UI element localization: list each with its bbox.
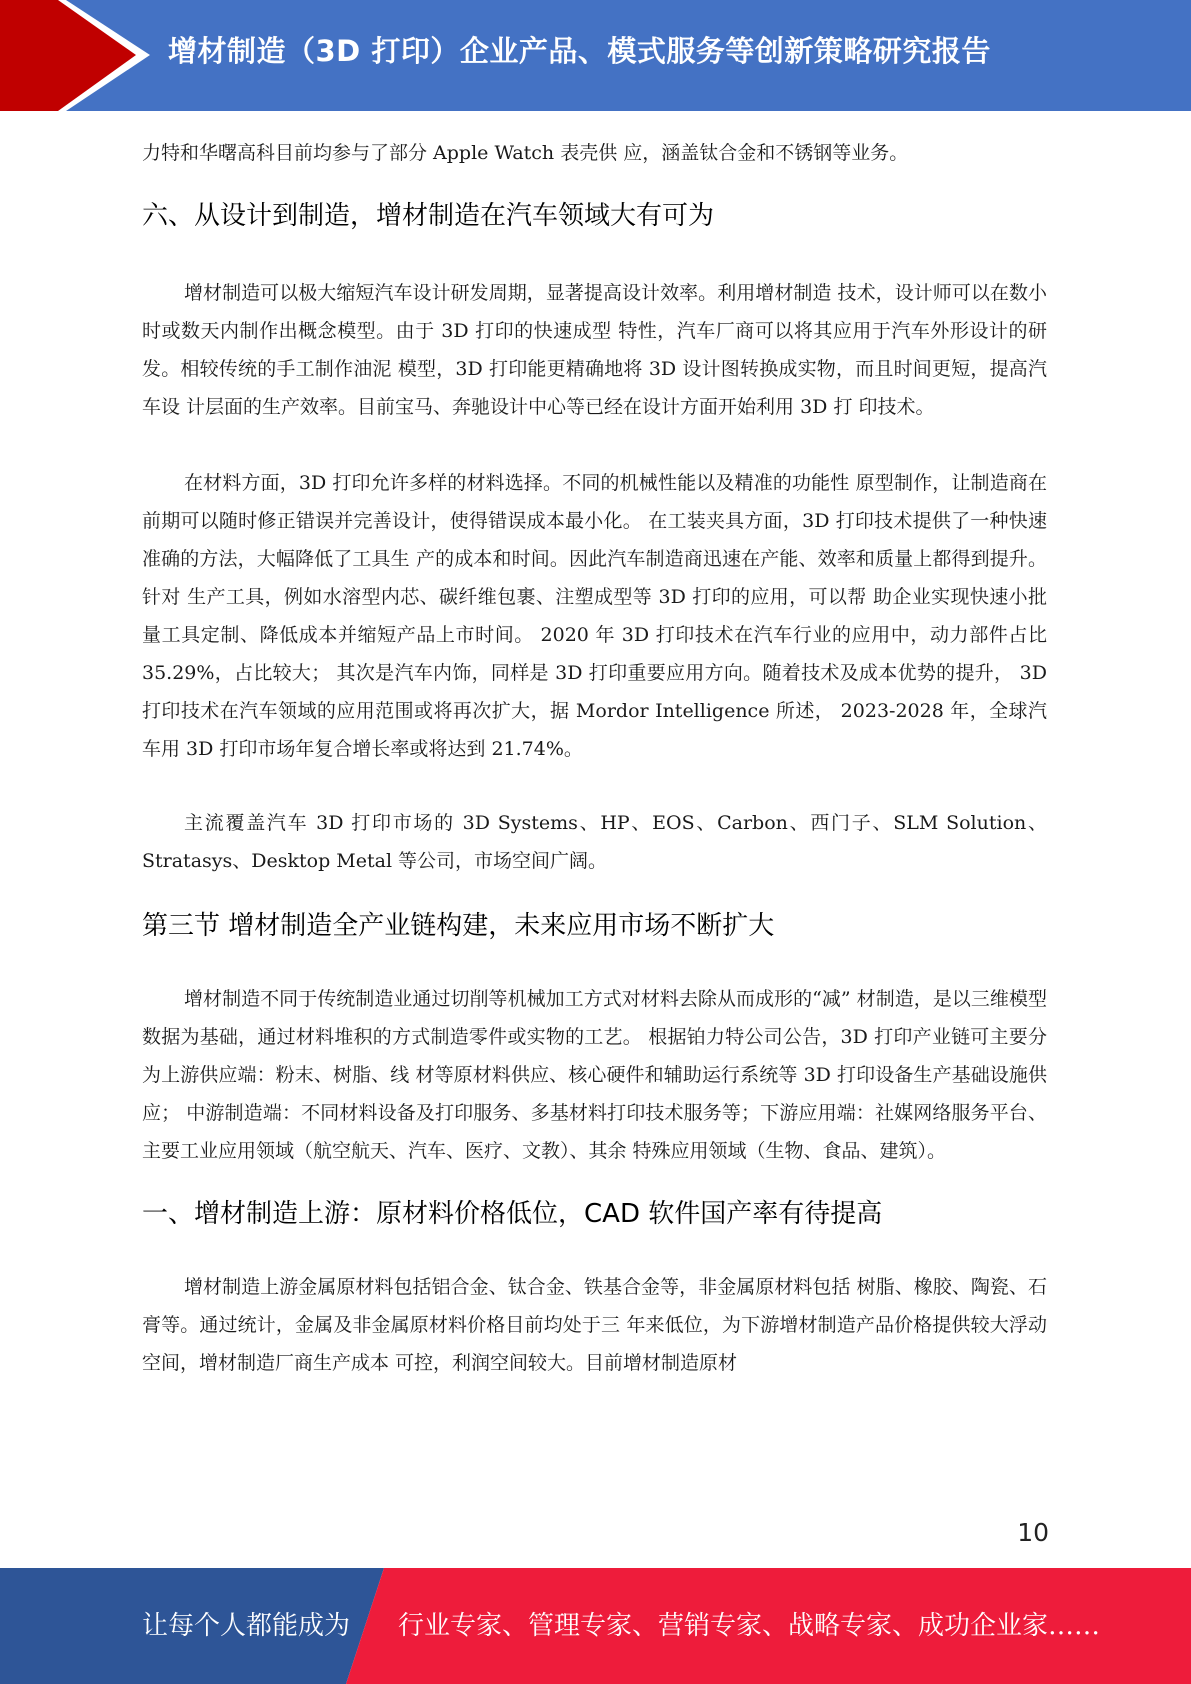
document-body [142, 126, 1047, 1382]
section6-paragraph-3: 主流覆盖汽车 3D 打印市场的 3D Systems、HP、EOS、Carbon、西门子、SLM Solution、Stratasys、Desktop Metal 等公司，市场空间广阔。 [142, 812, 1047, 872]
section-heading-6: 六、从设计到制造，增材制造在汽车领域大有可为 [142, 201, 715, 231]
footer-slogan-right: 行业专家、管理专家、营销专家、战略专家、成功企业家…… [398, 1611, 1101, 1641]
page-footer [0, 1568, 1191, 1684]
page-header [0, 0, 1191, 111]
section-three-paragraph-1: 增材制造不同于传统制造业通过切削等机械加工方式对材料去除从而成形的“减” 材制造，是以三维模型数据为基础，通过材料堆积的方式制造零件或实物的工艺。 根据铂力特公司公告，3D 打印产业链可主要分为上游供应端：粉末、树脂、线 材等原材料供应、核心硬件和辅助运行系统等 3D 打印设备生产基础设施供应； 中游制造端：不同材料设备及打印服务、多基材料打印技术服务等；下游应用端：社媒网络服务平台、主要工业应用领域（航空航天、汽车、医疗、文教）、其余 特殊应用领域（生物、食品、建筑）。 [142, 988, 1047, 1162]
section1-paragraph-1: 增材制造上游金属原材料包括铝合金、钛合金、铁基合金等，非金属原材料包括 树脂、橡胶、陶瓷、石膏等。通过统计，金属及非金属原材料价格目前均处于三 年来低位，为下游增材制造产品价格提供较大浮动空间，增材制造厂商生产成本 可控，利润空间较大。目前增材制造原材 [142, 1276, 1047, 1374]
section-heading-third: 第三节 增材制造全产业链构建，未来应用市场不断扩大 [142, 911, 775, 941]
page-number: 10 [1017, 1518, 1049, 1547]
section6-paragraph-1: 增材制造可以极大缩短汽车设计研发周期，显著提高设计效率。利用增材制造 技术，设计师可以在数小时或数天内制作出概念模型。由于 3D 打印的快速成型 特性，汽车厂商可以将其应用于汽车外形设计的研发。相较传统的手工制作油泥 模型，3D 打印能更精确地将 3D 设计图转换成实物，而且时间更短，提高汽车设 计层面的生产效率。目前宝马、奔驰设计中心等已经在设计方面开始利用 3D 打 印技术。 [142, 282, 1047, 418]
section-heading-1: 一、增材制造上游：原材料价格低位，CAD 软件国产率有待提高 [142, 1199, 883, 1229]
report-title: 增材制造（3D 打印）企业产品、模式服务等创新策略研究报告 [168, 34, 991, 68]
footer-slogan-left: 让每个人都能成为 [142, 1611, 351, 1641]
section6-paragraph-2: 在材料方面，3D 打印允许多样的材料选择。不同的机械性能以及精准的功能性 原型制作，让制造商在前期可以随时修正错误并完善设计，使得错误成本最小化。 在工装夹具方面，3D 打印技术提供了一种快速准确的方法，大幅降低了工具生 产的成本和时间。因此汽车制造商迅速在产能、效率和质量上都得到提升。针对 生产工具，例如水溶型内芯、碳纤维包裹、注塑成型等 3D 打印的应用，可以帮 助企业实现快速小批量工具定制、降低成本并缩短产品上市时间。 2020 年 3D 打印技术在汽车行业的应用中，动力部件占比 35.29%，占比较大； 其次是汽车内饰，同样是 3D 打印重要应用方向。随着技术及成本优势的提升， 3D 打印技术在汽车领域的应用范围或将再次扩大，据 Mordor Intelligence 所述， 2023-2028 年，全球汽车用 3D 打印市场年复合增长率或将达到 21.74%。 [142, 472, 1047, 760]
intro-line: 力特和华曙高科目前均参与了部分 Apple Watch 表壳供 应，涵盖钛合金和不锈钢等业务。 [142, 142, 909, 164]
